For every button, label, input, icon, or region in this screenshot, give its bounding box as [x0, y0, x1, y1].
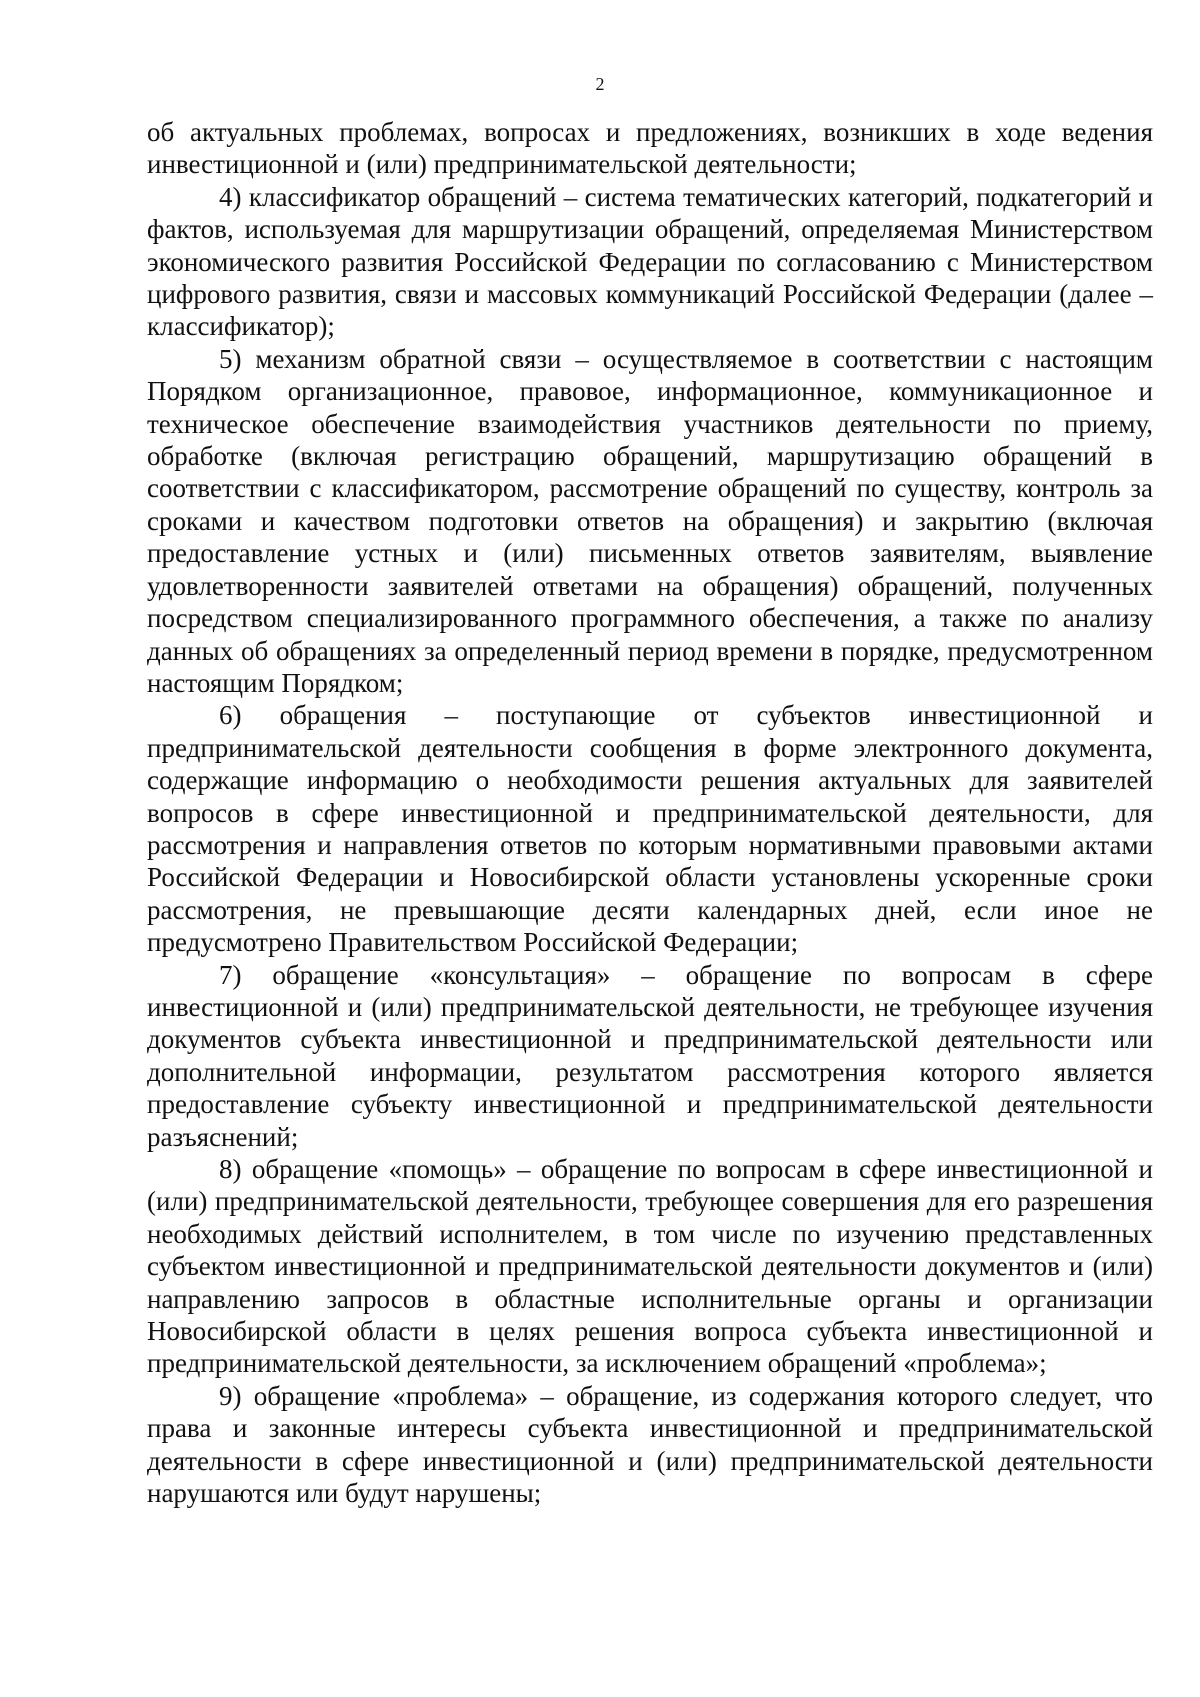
paragraph-item-4: 4) классификатор обращений – система тематических категорий, подкатегорий и фактов, используемая для маршрутизации обращений, определяемая Министерством экономического развития Российской Федерации по согласованию с Министерством цифрового развития, связи и массовых коммуникаций Российской Федерации (далее – классификатор);: [147, 181, 1153, 342]
paragraph-item-8: 8) обращение «помощь» – обращение по вопросам в сфере инвестиционной и (или) предпринимательской деятельности, требующее совершения для его разрешения необходимых действий исполнителем, в том числе по изучению представленных субъектом инвестиционной и предпринимательской деятельности документов и (или) направлению запросов в областные исполнительные органы и организации Новосибирской области в целях решения вопроса субъекта инвестиционной и предпринимательской деятельности, за исключением обращений «проблема»;: [147, 1154, 1153, 1379]
document-body: [147, 116, 1153, 1509]
paragraph-item-7: 7) обращение «консультация» – обращение по вопросам в сфере инвестиционной и (или) предпринимательской деятельности, не требующее изучения документов субъекта инвестиционной и предпринимательской деятельности или дополнительной информации, результатом рассмотрения которого является предоставление субъекту инвестиционной и предпринимательской деятельности разъяснений;: [147, 959, 1153, 1152]
paragraph-item-6: 6) обращения – поступающие от субъектов инвестиционной и предпринимательской деятельности сообщения в форме электронного документа, содержащие информацию о необходимости решения актуальных для заявителей вопросов в сфере инвестиционной и предпринимательской деятельности, для рассмотрения и направления ответов по которым нормативными правовыми актами Российской Федерации и Новосибирской области установлены ускоренные сроки рассмотрения, не превышающие десяти календарных дней, если иное не предусмотрено Правительством Российской Федерации;: [147, 700, 1153, 958]
paragraph-continuation: об актуальных проблемах, вопросах и предложениях, возникших в ходе ведения инвестиционной и (или) предпринимательской деятельности;: [147, 117, 1153, 180]
paragraph-item-9: 9) обращение «проблема» – обращение, из содержания которого следует, что права и законные интересы субъекта инвестиционной и предпринимательской деятельности в сфере инвестиционной и (или) предпринимательской деятельности нарушаются или будут нарушены;: [147, 1380, 1153, 1509]
paragraph-item-5: 5) механизм обратной связи – осуществляемое в соответствии с настоящим Порядком организационное, правовое, информационное, коммуникационное и техническое обеспечение взаимодействия участников деятельности по приему, обработке (включая регистрацию обращений, маршрутизацию обращений в соответствии с классификатором, рассмотрение обращений по существу, контроль за сроками и качеством подготовки ответов на обращения) и закрытию (включая предоставление устных и (или) письменных ответов заявителям, выявление удовлетворенности заявителей ответами на обращения) обращений, полученных посредством специализированного программного обеспечения, а также по анализу данных об обращениях за определенный период времени в порядке, предусмотренном настоящим Порядком;: [147, 343, 1153, 698]
page-number: 2: [595, 74, 605, 94]
